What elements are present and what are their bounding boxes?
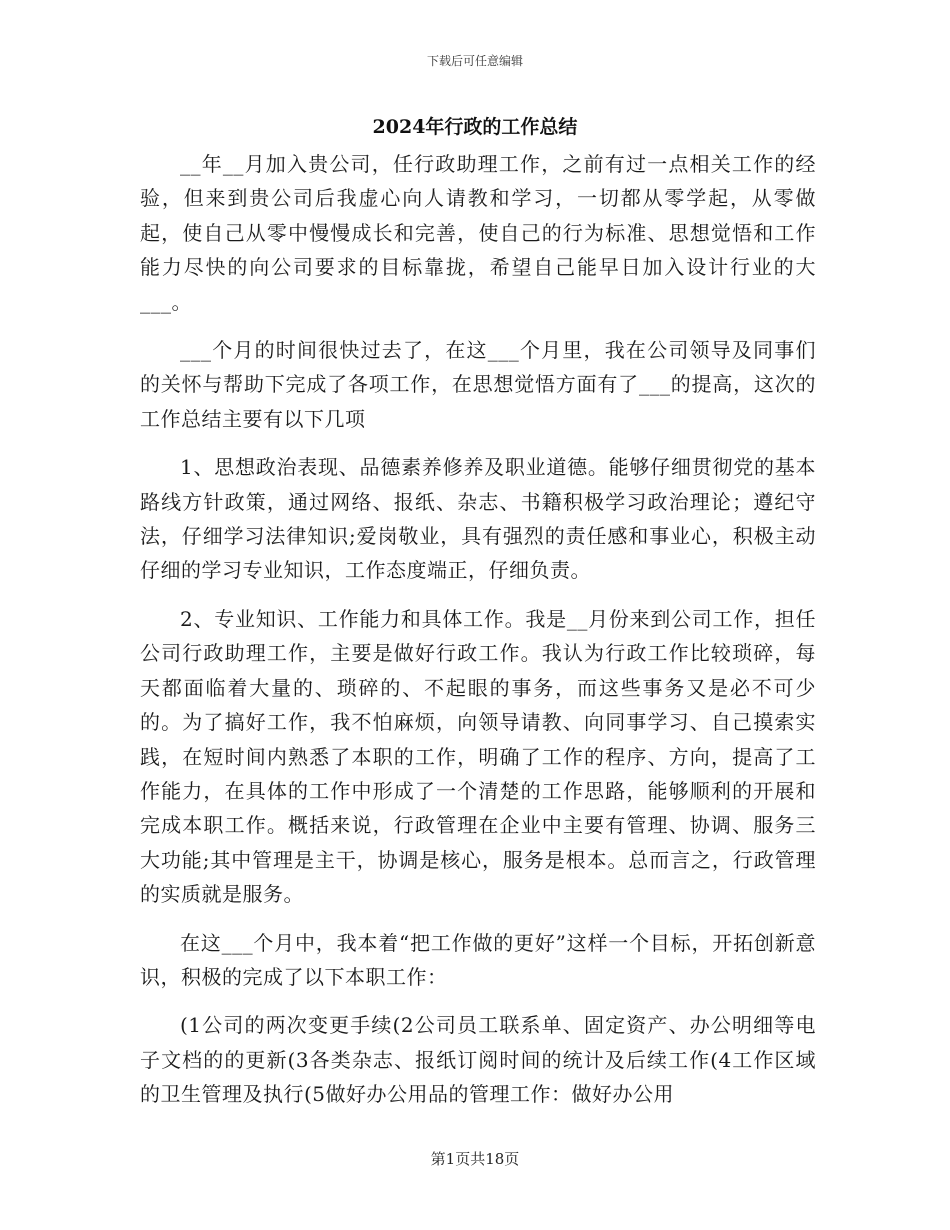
- document-body: [140, 147, 816, 1112]
- paragraph-summary-intro: ___个月的时间很快过去了，在这___个月里，我在公司领导及同事们的关怀与帮助下完成了各项工作，在思想觉悟方面有了___的提高，这次的工作总结主要有以下几项: [140, 338, 816, 431]
- document-title: 2024年行政的工作总结: [372, 116, 578, 138]
- paragraph-goal: 在这___个月中，我本着“把工作做的更好”这样一个目标，开拓创新意识，积极的完成了以下本职工作：: [140, 930, 816, 989]
- paragraph-professional-work: 2、专业知识、工作能力和具体工作。我是__月份来到公司工作，担任公司行政助理工作，主要是做好行政工作。我认为行政工作比较琐碎，每天都面临着大量的、琐碎的、不起眼的事务，而这些事务又是必不可少的。为了搞好工作，我不怕麻烦，向领导请教、向同事学习、自己摸索实践，在短时间内熟悉了本职的工作，明确了工作的程序、方向，提高了工作能力，在具体的工作中形成了一个清楚的工作思路，能够顺利的开展和完成本职工作。概括来说，行政管理在企业中主要有管理、协调、服务三大功能;其中管理是主干，协调是核心，服务是根本。总而言之，行政管理的实质就是服务。: [140, 606, 816, 907]
- page-number: 第1页共18页: [430, 1150, 520, 1168]
- paragraph-task-list: (1公司的两次变更手续(2公司员工联系单、固定资产、办公明细等电子文档的的更新(3各类杂志、报纸订阅时间的统计及后续工作(4工作区域的卫生管理及执行(5做好办公用品的管理工作：做好办公用: [140, 1013, 816, 1107]
- page-header-note: 下载后可任意编辑: [426, 54, 523, 68]
- paragraph-intro: __年__月加入贵公司，任行政助理工作，之前有过一点相关工作的经验，但来到贵公司后我虚心向人请教和学习，一切都从零学起，从零做起，使自己从零中慢慢成长和完善，使自己的行为标准、思想觉悟和工作能力尽快的向公司要求的目标靠拢，希望自己能早日加入设计行业的大___。: [140, 152, 816, 314]
- paragraph-political-performance: 1、思想政治表现、品德素养修养及职业道德。能够仔细贯彻党的基本路线方针政策，通过网络、报纸、杂志、书籍积极学习政治理论；遵纪守法，仔细学习法律知识;爱岗敬业，具有强烈的责任感和事业心，积极主动仔细的学习专业知识，工作态度端正，仔细负责。: [140, 455, 816, 583]
